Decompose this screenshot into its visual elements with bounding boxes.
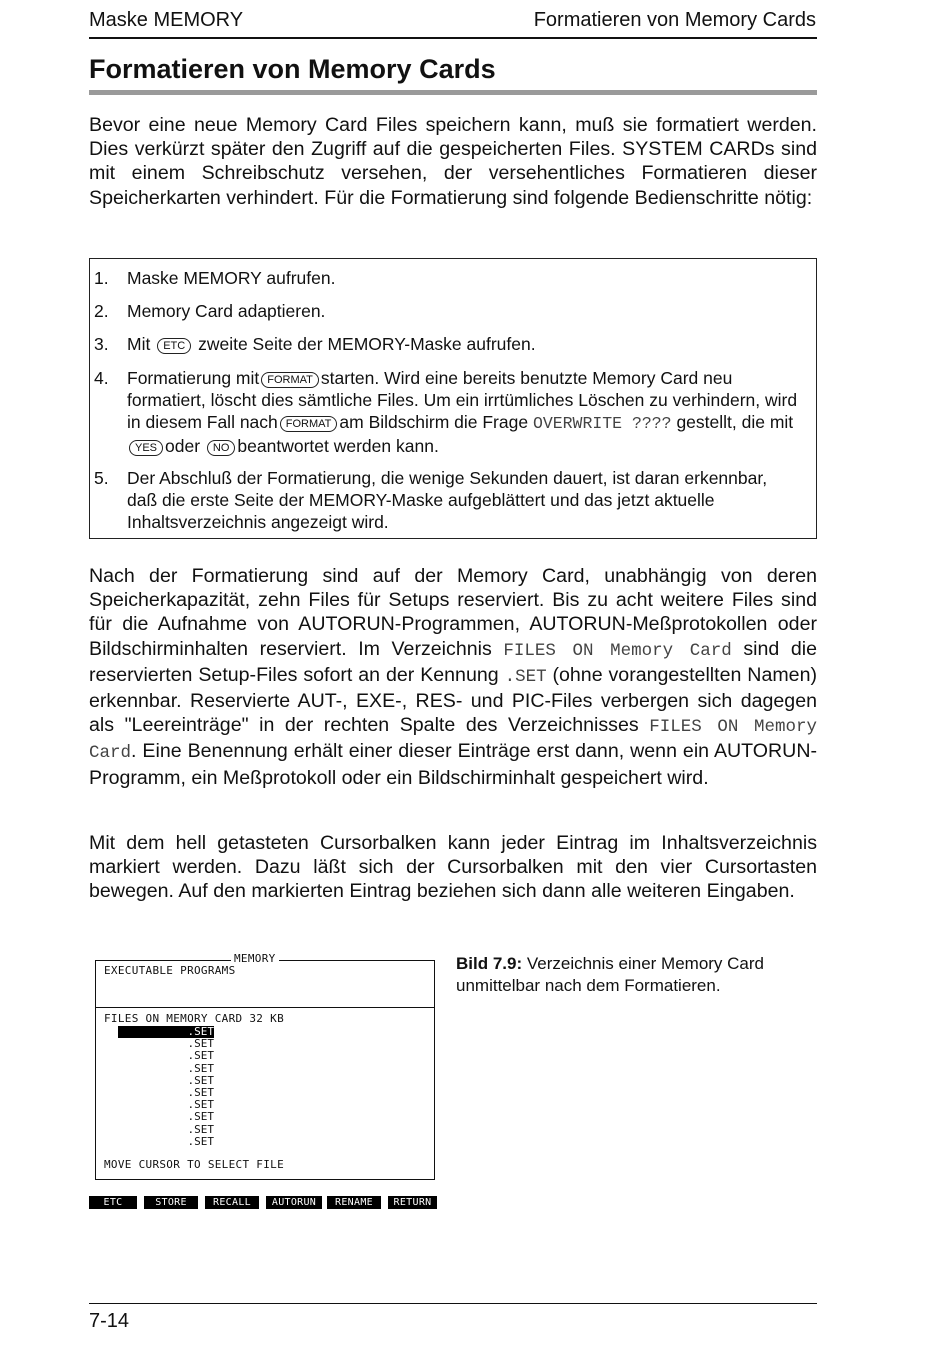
step-number: 5. xyxy=(94,468,109,488)
format-key: FORMAT xyxy=(261,372,319,388)
step-text: Der Abschluß der Formatierung, die wenige Sekunden dauert, ist daran erkennbar, daß die erste Seite der MEMORY-Maske aufgeblättert und das jetzt aktuelle Inhaltsverzeichnis angezeigt wird. xyxy=(127,468,768,532)
footer-divider xyxy=(89,1303,817,1304)
running-header-left: Maske MEMORY xyxy=(89,9,244,31)
softkey-bar xyxy=(89,1196,437,1209)
paragraph-text: sind die reservierten Setup-Files sofort an der Kennung xyxy=(89,637,817,686)
no-key: NO xyxy=(207,440,236,456)
step-number: 1. xyxy=(94,268,109,288)
format-key: FORMAT xyxy=(280,416,338,432)
step-text: Memory Card adaptieren. xyxy=(127,301,326,321)
files-on-memory-card-title: FILES ON MEMORY CARD 32 KB xyxy=(104,1012,284,1025)
yes-key: YES xyxy=(129,440,163,456)
step-text-part: zweite Seite der MEMORY-Maske aufrufen. xyxy=(198,334,536,354)
reserved-files-paragraph xyxy=(89,564,817,790)
figure-caption xyxy=(456,953,821,997)
softkey-etc[interactable]: ETC xyxy=(89,1196,137,1209)
step-text-part: Mit xyxy=(127,334,151,354)
file-row[interactable]: .SET xyxy=(187,1061,214,1075)
title-divider xyxy=(89,90,817,95)
step-text-part: gestellt, die mit xyxy=(676,412,794,432)
softkey-return[interactable]: RETURN xyxy=(388,1196,437,1209)
steps-box xyxy=(89,258,817,539)
files-on-memory-card-code: FILES ON Memory Card xyxy=(89,717,817,764)
etc-key: ETC xyxy=(157,338,191,354)
file-row-selected[interactable]: .SET xyxy=(118,1026,214,1038)
step-text-part: Formatierung mit xyxy=(127,368,260,388)
cursor-paragraph: Mit dem hell getasteten Cursorbalken kann jeder Eintrag im Inhaltsverzeichnis markiert werden. Dazu läßt sich der Cursorbalken mit den vier Cursortasten bewegen. Auf den markierten Eintrag beziehen sich dann alle weiteren Eingaben. xyxy=(89,832,817,903)
running-header-right: Formatieren von Memory Cards xyxy=(533,9,816,31)
figure-caption-text: Verzeichnis einer Memory Card unmittelbar nach dem Formatieren. xyxy=(456,954,765,995)
section-title: Formatieren von Memory Cards xyxy=(89,54,496,84)
step-text-part: am Bildschirm die Frage xyxy=(339,412,529,432)
step-2 xyxy=(94,300,802,322)
step-number: 4. xyxy=(94,368,109,388)
files-on-memory-card-code: FILES ON Memory Card xyxy=(503,640,732,661)
intro-paragraph: Bevor eine neue Memory Card Files speichern kann, muß sie formatiert werden. Dies verkürzt später den Zugriff auf die gespeicherten Files. SYSTEM CARDs sind mit einem Schreibschutz versehen, der versehentliches Formatieren dieser Speicherkarten verhindert. Für die Formatierung sind folgende Bedienschritte nötig: xyxy=(89,114,817,209)
softkey-rename[interactable]: RENAME xyxy=(327,1196,381,1209)
paragraph-text: . Eine Benennung erhält einer dieser Einträge erst dann, wenn ein AUTORUN-Programm, ein Meßprotokoll oder ein Bildschirminhalt gespeichert wird. xyxy=(89,740,817,789)
file-row[interactable]: .SET xyxy=(187,1122,214,1136)
softkey-autorun[interactable]: AUTORUN xyxy=(266,1196,322,1209)
figure-label: Bild 7.9: xyxy=(456,954,523,973)
file-row[interactable]: .SET xyxy=(187,1134,214,1148)
memory-screen xyxy=(95,952,435,1180)
file-row[interactable]: .SET xyxy=(187,1073,214,1087)
file-row[interactable]: .SET xyxy=(187,1049,214,1063)
step-number: 3. xyxy=(94,334,109,354)
step-number: 2. xyxy=(94,301,109,321)
status-line: MOVE CURSOR TO SELECT FILE xyxy=(104,1158,284,1171)
softkey-store[interactable]: STORE xyxy=(144,1196,198,1209)
softkey-recall[interactable]: RECALL xyxy=(205,1196,259,1209)
step-5 xyxy=(94,467,802,533)
file-row[interactable]: .SET xyxy=(187,1098,214,1112)
step-4 xyxy=(94,367,802,457)
set-extension-code: .SET xyxy=(504,666,547,687)
step-text: Maske MEMORY aufrufen. xyxy=(127,268,336,288)
step-text-part: beantwortet werden kann. xyxy=(237,436,439,456)
paragraph-text: Nach der Formatierung sind auf der Memory Card, unabhängig von deren Speicherkapazität, zehn Files für Setups reserviert. Bis zu acht weitere Files sind für die Aufnahme von AUTORUN-Programmen, AUTORUN-Meßprotokollen oder Bildschirminhalten reserviert. Im Verzeichnis xyxy=(89,565,817,660)
step-text xyxy=(127,367,802,457)
executable-programs-title: EXECUTABLE PROGRAMS xyxy=(104,964,236,977)
file-row[interactable]: .SET xyxy=(187,1110,214,1124)
step-text-part: starten. Wird eine bereits benutzte Memory Card neu formatiert, löscht dies sämtliche Files. Um ein irrtümliches Löschen zu verhindern, wird in diesem Fall nach xyxy=(127,368,798,432)
step-text xyxy=(127,333,802,355)
paragraph-text: (ohne vorangestellten Namen) erkennbar. Reservierte AUT-, EXE-, RES- und PIC-Files verbergen sich dagegen als "Leereinträge" in der rechten Spalte des Verzeichnisses xyxy=(89,663,817,737)
page-number: 7-14 xyxy=(89,1310,130,1332)
step-1 xyxy=(94,267,802,289)
file-row[interactable]: .SET xyxy=(187,1086,214,1099)
file-row[interactable]: .SET xyxy=(187,1037,214,1051)
step-text-part: oder xyxy=(165,436,201,456)
header-divider xyxy=(89,37,817,39)
overwrite-prompt: OVERWRITE ???? xyxy=(532,414,672,433)
memory-frame-label: MEMORY xyxy=(231,953,279,965)
screen-divider xyxy=(96,1007,434,1008)
step-3 xyxy=(94,333,802,355)
